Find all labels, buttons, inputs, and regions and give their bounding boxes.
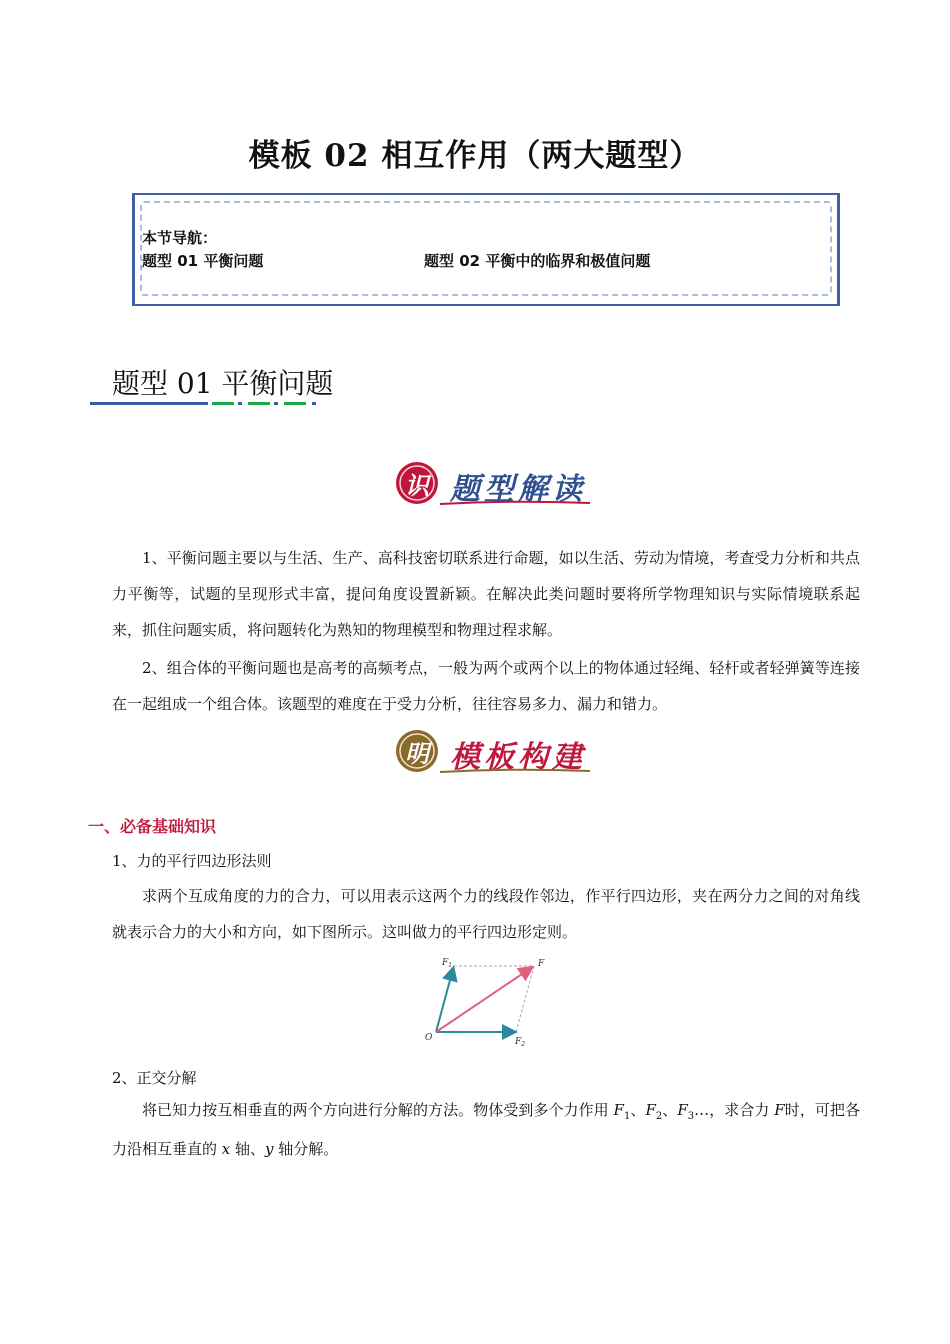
badge-icon-char: 明: [405, 739, 429, 768]
nav-items: [142, 250, 650, 273]
interpretation-paragraph-2: 2、组合体的平衡问题也是高考的高频考点，一般为两个或两个以上的物体通过轻绳、轻杆或者轻弹簧等连接在一起组成一个组合体。该题型的难度在于受力分析，往往容易多力、漏力和错力。: [112, 659, 860, 713]
badge-interpretation: [394, 460, 594, 506]
item2-text: 将已知力按互相垂直的两个方向进行分解的方法。物体受到多个力作用 $F_1$、$F_2$、$F_3\dots$，求合力 F时，可把各力沿相互垂直的 x 轴、y 轴分解。: [112, 1101, 860, 1158]
interpretation-paragraph-1: 1、平衡问题主要以与生活、生产、高科技密切联系进行命题，如以生活、劳动为情境，考查受力分析和共点力平衡等，试题的呈现形式丰富，提问角度设置新颖。在解决此类问题时要将所学物理知识与实际情境联系起来，抓住问题实质，将问题转化为熟知的物理模型和物理过程求解。: [112, 549, 860, 639]
label-f1: $F_1$: [442, 958, 453, 969]
item1-title: 1、力的平行四边形法则: [112, 852, 272, 870]
section-heading-underline: [90, 402, 345, 405]
nav-heading: 本节导航：: [142, 229, 218, 247]
badge-template: [394, 728, 594, 774]
nav-top-border: [132, 193, 840, 195]
badge-underline: [440, 768, 590, 774]
badge-icon-char: 识: [405, 471, 429, 500]
parallelogram-diagram: [420, 954, 560, 1050]
badge-title: 模板构建: [450, 740, 586, 775]
label-o: O: [425, 1033, 433, 1043]
nav-bottom-border: [132, 304, 840, 306]
page-title: 模板 02 相互作用（两大题型）: [248, 138, 702, 174]
label-f: F: [538, 959, 545, 969]
nav-item-type02[interactable]: 题型 02 平衡中的临界和极值问题: [424, 252, 651, 270]
nav-item-type01[interactable]: 题型 01 平衡问题: [142, 252, 264, 270]
badge-underline: [440, 500, 590, 506]
item1-text: 求两个互成角度的力的合力，可以用表示这两个力的线段作邻边，作平行四边形，夹在两分力之间的对角线就表示合力的大小和方向，如下图所示。这叫做力的平行四边形定则。: [112, 887, 860, 941]
section-navigation-box: [132, 193, 840, 306]
badge-title: 题型解读: [450, 472, 586, 507]
basics-heading: 一、必备基础知识: [88, 817, 217, 836]
nav-text: [142, 227, 650, 273]
label-f2: $F_2$: [515, 1037, 526, 1048]
section-heading-type01: 题型 01 平衡问题: [112, 367, 334, 400]
item2-title: 2、正交分解: [112, 1069, 197, 1087]
